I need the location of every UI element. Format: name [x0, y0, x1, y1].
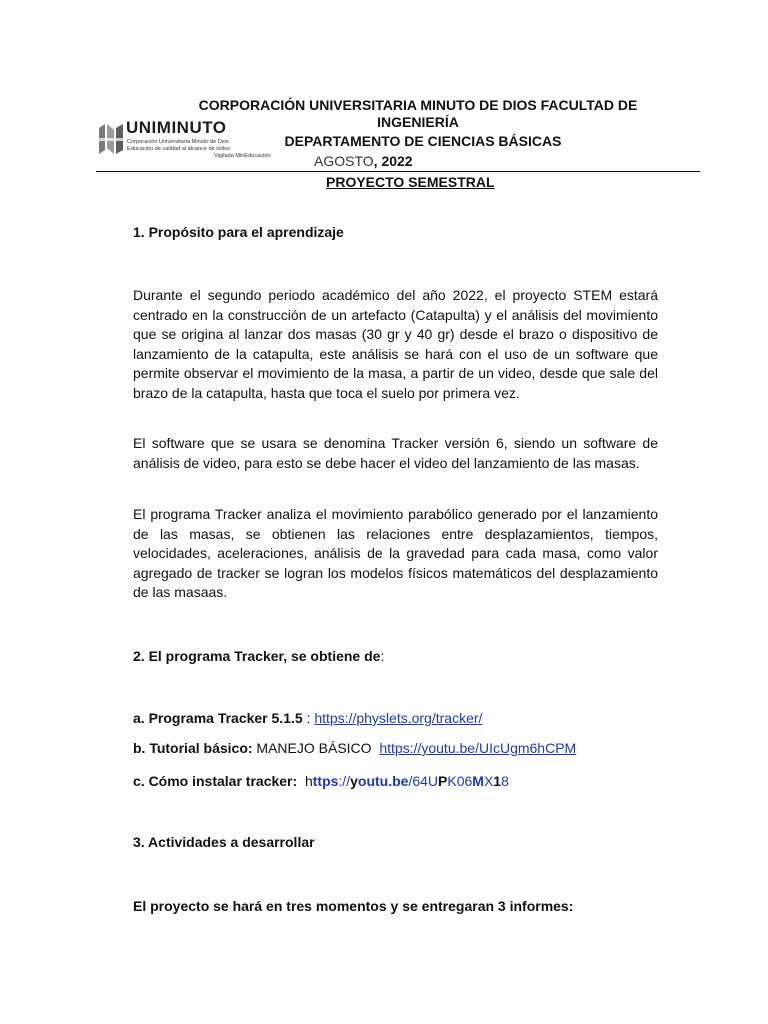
item-a-label: a. Programa Tracker 5.1.5: [133, 710, 303, 726]
link-part: h: [304, 773, 313, 789]
link-part: outu.be: [357, 773, 409, 789]
item-b-label: b. Tutorial básico:: [133, 740, 253, 756]
section-1-paragraph-1: Durante el segundo periodo académico del año 2022, el proyecto STEM estará centrado en la construcción de un artefacto (Catapulta) y el análisis del movimiento que se origina al lanzar dos masas (30 gr y 40 gr) desde el brazo o dispositivo de lanzamiento de la catapulta, este análisis se hará con el uso de un software que permite observar el movimiento de la masa, a partir de un video, desde que sale del brazo de la catapulta, hasta que toca el suelo por primera vez.: [133, 287, 658, 401]
section-1-heading: 1. Propósito para el aprendizaje: [133, 224, 344, 240]
logo-tagline-1: Corporación Universitaria Minuto de Dios: [127, 139, 229, 145]
item-c-label: c. Cómo instalar tracker:: [133, 773, 298, 789]
link-part: P: [438, 773, 448, 789]
logo-tagline-2: Educación de calidad al alcance de todos: [127, 146, 230, 152]
link-part: M: [472, 773, 484, 789]
section-1-paragraph-2: El software que se usara se denomina Tracker versión 6, siendo un software de análisis de video, para esto se debe hacer el video del lanzamiento de las masas.: [133, 435, 658, 471]
document-title: PROYECTO SEMESTRAL: [326, 174, 495, 190]
tutorial-video-link[interactable]: https://youtu.be/UIcUgm6hCPM: [379, 740, 577, 756]
logo-tagline-3: Vigilada MinEducación: [214, 153, 271, 159]
item-a-separator: :: [302, 710, 315, 726]
install-tracker-link[interactable]: [305, 773, 509, 789]
section-3-heading: 3. Actividades a desarrollar: [133, 834, 315, 850]
uniminuto-logo: [96, 118, 271, 166]
link-part: 1: [493, 773, 502, 789]
date-month: AGOSTO: [314, 153, 374, 169]
link-part: ://: [338, 773, 351, 789]
date-year: 2022: [381, 153, 413, 169]
logo-name: UNIMINUTO: [126, 118, 227, 137]
date-separator: ,: [373, 153, 378, 169]
uniminuto-logo-icon: [96, 120, 126, 160]
item-c: [133, 773, 509, 789]
link-part: 8: [501, 773, 509, 789]
item-b: [133, 740, 576, 756]
section-1-paragraph-3: El programa Tracker analiza el movimiento parabólico generado por el lanzamiento de las masas, se obtienen las relaciones entre desplazamientos, tiempos, velocidades, aceleraciones, análisis de la gravedad para cada masa, como valor agregado de tracker se logran los modelos físicos matemáticos del desplazamiento de las masaas.: [133, 506, 658, 600]
item-b-text: MANEJO BÁSICO: [252, 740, 380, 756]
link-part: X: [483, 773, 494, 789]
tracker-download-link[interactable]: https://physlets.org/tracker/: [314, 710, 483, 726]
header-line-2: INGENIERÍA: [377, 114, 459, 130]
section-2-heading-text: 2. El programa Tracker, se obtiene de: [133, 648, 381, 664]
section-2-heading-colon: :: [380, 648, 385, 664]
link-part: K06: [447, 773, 473, 789]
item-a: [133, 710, 482, 726]
header-department: DEPARTAMENTO DE CIENCIAS BÁSICAS: [284, 133, 562, 149]
header-date: [314, 153, 413, 169]
link-part: ttps: [312, 773, 339, 789]
link-part: y: [350, 773, 358, 789]
header-divider: [96, 171, 700, 172]
section-2-heading: [133, 648, 384, 664]
link-part: /64U: [408, 773, 439, 789]
section-3-statement: El proyecto se hará en tres momentos y se entregaran 3 informes:: [133, 898, 574, 914]
header-line-1: CORPORACIÓN UNIVERSITARIA MINUTO DE DIOS FACULTAD DE: [198, 97, 638, 113]
